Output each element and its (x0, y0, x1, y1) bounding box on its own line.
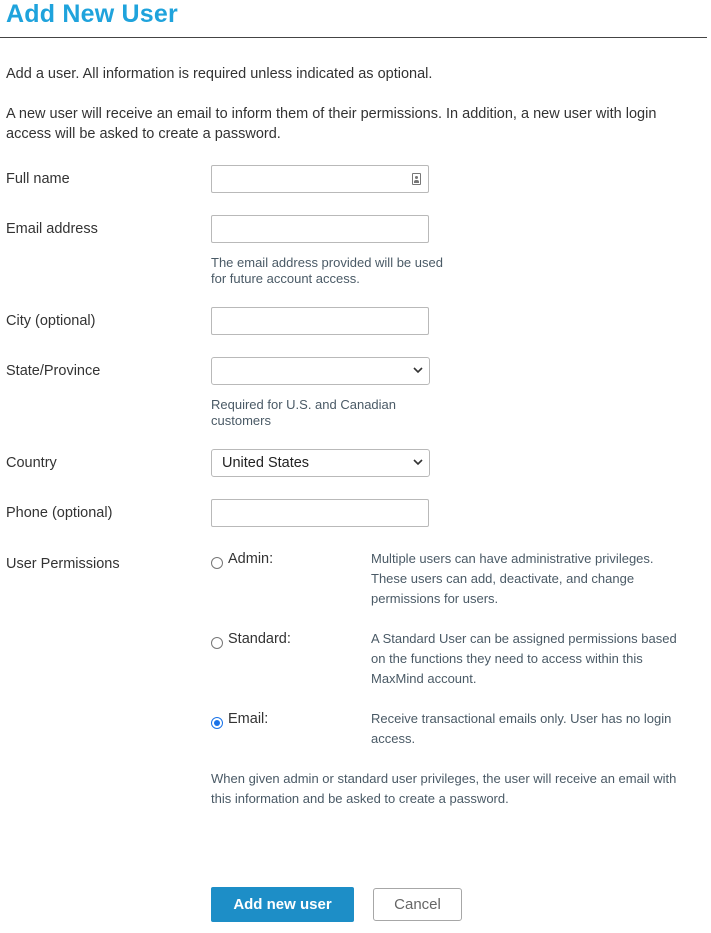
permission-standard-label[interactable]: Standard: (228, 631, 291, 647)
full-name-label: Full name (6, 171, 70, 187)
email-field[interactable] (211, 215, 429, 243)
country-label: Country (6, 455, 57, 471)
state-help-line1: Required for U.S. and Canadian (211, 397, 397, 412)
state-select[interactable] (211, 357, 430, 385)
user-permissions-label: User Permissions (6, 556, 120, 572)
permission-admin-radio[interactable] (211, 557, 223, 569)
permission-email-radio[interactable] (211, 717, 223, 729)
permissions-note: When given admin or standard user privileges, the user will receive an email with this information and be asked to create a password. (211, 771, 677, 806)
city-input[interactable] (212, 308, 428, 334)
add-new-user-button[interactable]: Add new user (211, 887, 354, 922)
email-help-line2: for future account access. (211, 271, 360, 286)
city-field[interactable] (211, 307, 429, 335)
state-help-line2: customers (211, 413, 271, 428)
intro-text: Add a user. All information is required unless indicated as optional. (6, 66, 433, 82)
permission-email-label[interactable]: Email: (228, 711, 269, 727)
chevron-down-icon (412, 456, 424, 468)
full-name-input[interactable] (212, 166, 428, 192)
cancel-button[interactable]: Cancel (373, 888, 462, 921)
permission-email-description: Receive transactional emails only. User has no login access. (371, 711, 672, 746)
title-divider (0, 37, 707, 38)
email-help-line1: The email address provided will be used (211, 255, 443, 270)
country-select[interactable] (211, 449, 430, 477)
state-label: State/Province (6, 363, 101, 379)
intro-details-text: A new user will receive an email to inform them of their permissions. In addition, a new user with login access will be asked to create a password. (6, 106, 657, 142)
phone-input[interactable] (212, 500, 428, 526)
contact-card-icon[interactable] (412, 173, 421, 185)
city-label: City (optional) (6, 313, 96, 329)
permission-admin-description: Multiple users can have administrative privileges. These users can add, deactivate, and change permissions for users. (371, 551, 654, 606)
country-select-value: United States (222, 455, 310, 471)
chevron-down-icon (412, 364, 424, 376)
full-name-field[interactable] (211, 165, 429, 193)
permission-standard-description: A Standard User can be assigned permissions based on the functions they need to access within this MaxMind account. (371, 631, 677, 686)
phone-label: Phone (optional) (6, 505, 113, 521)
page-title: Add New User (6, 0, 178, 28)
email-input[interactable] (212, 216, 428, 242)
permission-admin-label[interactable]: Admin: (228, 551, 274, 567)
phone-field[interactable] (211, 499, 429, 527)
permission-standard-radio[interactable] (211, 637, 223, 649)
email-label: Email address (6, 221, 98, 237)
